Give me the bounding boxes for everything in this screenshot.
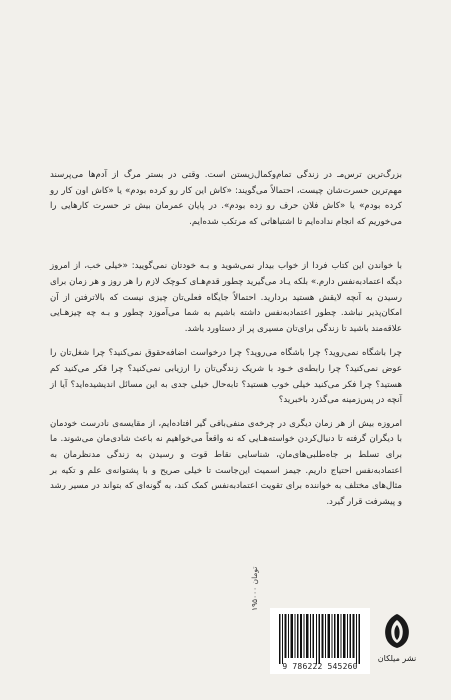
barcode-icon — [278, 614, 362, 664]
isbn-barcode — [270, 608, 370, 674]
paragraph-book-purpose: با خواندن این کتاب فردا از خواب بیدار نمی‌شوید و بـه خودتان نمی‌گویید: «خیلی خب، از امروز دیگه اعتمادبه‌نفس دارم.» بلکه یـاد می‌گیرید چطور قدم‌هـای کـوچک لازم را هر روز و هر زمان برای رسیدن به آنچه لایقش هستید بردارید. احتمالاً جایگاه فعلی‌تان چیزی نیست که بالاترفتن از آن امکان‌پذیر نباشد. چطور اعتمادبه‌نفس داشته باشیم به شما می‌آموزد چطور و بـه چه چیزهـایی علاقه‌مند باشید تا زندگی برای‌تان مسیری پر از دستاورد باشد. — [50, 261, 402, 334]
publisher-logo-icon — [378, 612, 416, 650]
price-label: ۱۹۵۰۰۰ تومان — [250, 566, 259, 611]
paragraph-questions: چرا باشگاه نمی‌روید؟ چرا باشگاه می‌روید؟ چرا درخواست اضافه‌حقوق نمی‌کنید؟ چرا شغل‌تان را عوض نمی‌کنید؟ چرا رابطه‌ی خـود با شریک زندگی‌تان را ارزیابی نمی‌کنید؟ چرا فکر می‌کنید کم هستید؟ چرا فکر می‌کنید خیلی خوب هستید؟ تابه‌حال خیلی جدی به این مسائل اندیشیده‌اید؟ آیا از آنچه در پس‌زمینه می‌گذرد باخبرید؟ — [50, 348, 402, 406]
back-cover-text — [50, 168, 402, 519]
paragraph-author: امروزه بیش از هر زمان دیگری در چرخه‌ی منفی‌بافی گیر افتاده‌ایم، از مقایسه‌ی نادرست خودمان با دیگران گرفته تا دنبال‌کردن خواسته‌هـایی که نه واقعاً می‌خواهیم نه باعث شادی‌مان می‌شوند. ما برای تسلط بر جاه‌طلبی‌های‌مان، شناسایی نقاط قوت و رسیدن به زندگی مدنظرمان به اعتمادبه‌نفس احتیاج داریم. جیمز اسمیت این‌جاست تا خیلی صریح و با پشتوانه‌ی علم و تکیه بر مثال‌های مختلف به خواننده برای تقویت اعتمادبه‌نفس کمک کند، به گونه‌ای که بتواند در مسیر رشد و پیشرفت قرار گیرد. — [50, 418, 402, 507]
publisher-logo — [376, 612, 418, 672]
isbn-number: 9 786222 545260 — [282, 662, 358, 671]
publisher-name: نشر میلکان — [377, 654, 417, 663]
paragraph-intro: بزرگ‌ترین ترس‌مـ در زندگی تمام‌وکمال‌زیستن است. وقتی در بستر مرگ از آدم‌ها می‌پرسند مهم‌ترین حسرت‌شان چیست، احتمالاً می‌گویند: «کاش این کار رو کرده بودم» یا «کاش اون کار رو کرده بودم» یا «کاش فلان حرف رو زده بودم». در پایان عمرمان بیش تر حسرت کارهایی را می‌خوریم که انجام نداده‌ایم تا اشتباهاتی که مرتکب شده‌ایم. — [50, 170, 402, 227]
